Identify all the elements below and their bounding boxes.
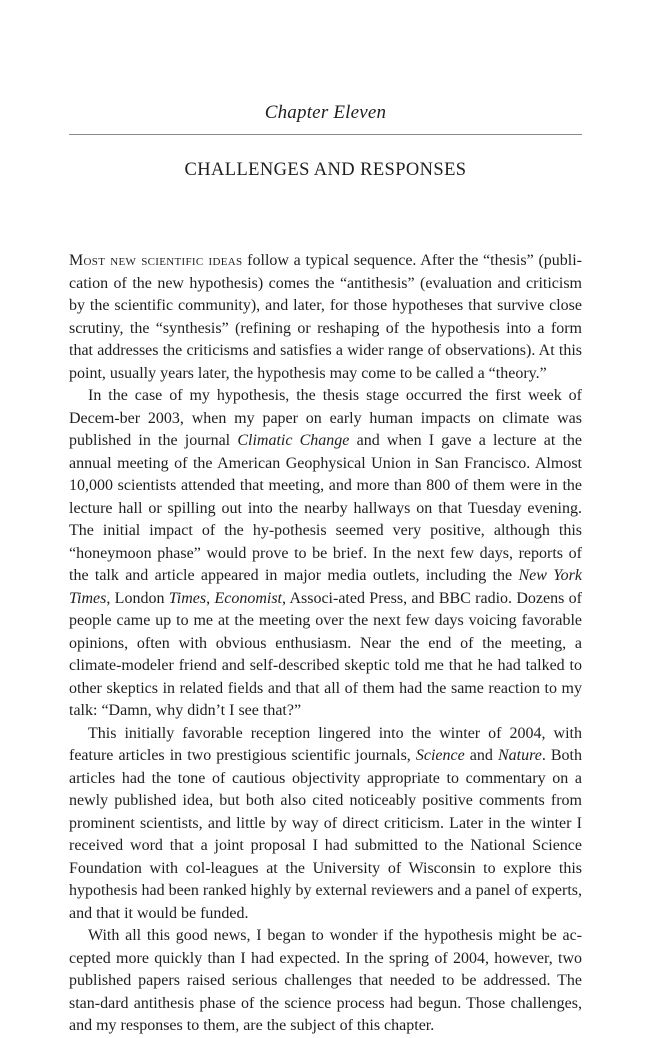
media-title-economist: Economist [214, 589, 282, 607]
paragraph-1-segment-1: Most new scientific ideas [69, 252, 243, 269]
paragraph-2-segment-7: , [206, 589, 215, 607]
paragraph-2-segment-3: and when I gave a lecture at the annual meeting of the American Geophysical Union in San Francisco. Almost 10,000 scientists attended that meeting, and more than 800 of them were in the lecture hall or spilling out into the nearby hallways on that Tuesday evening. The initial impact of the hy-pothesis seemed very positive, although this “honeymoon phase” would prove to be brief. In the next few days, reports of the talk and article appeared in major media outlets, including the [69, 432, 583, 584]
paragraph-4 [69, 925, 582, 1038]
paragraph-2 [69, 385, 582, 723]
chapter-label: Chapter Eleven [264, 102, 387, 123]
paragraph-2-segment-5: , London [106, 589, 169, 607]
paragraph-3-segment-5: . Both articles had the tone of cautious objectivity appropriate to commentary on a newly published idea, but both also cited noticeably positive comments from prominent scientists, and little by way of direct criticism. Later in the winter I received word that a joint proposal I had submitted to the National Science Foundation with col-leagues at the University of Wisconsin to explore this hypothesis had been ranked highly by external reviewers and a panel of experts, and that it would be funded. [69, 747, 583, 922]
chapter-body [69, 250, 582, 1038]
journal-title-science: Science [415, 747, 465, 764]
journal-title-climatic-change: Climatic Change [237, 432, 350, 449]
media-title-new-york-times: New York Times [69, 567, 582, 607]
chapter-rule [69, 134, 582, 135]
paragraph-2-segment-9: , Associ-ated Press, and BBC radio. Dozens of people came up to me at the meeting over the next few days voicing favorable opinions, often with obvious enthusiasm. Near the end of the meeting, a climate-modeler friend and self-described skeptic told me that he had talked to other skeptics in related fields and that all of them had the same reaction to my talk: “Damn, why didn’t I see that?” [69, 589, 583, 719]
paragraph-3-segment-3: and [464, 747, 498, 764]
paragraph-3 [69, 723, 582, 926]
paragraph-4-segment-1: With all this good news, I began to wonder if the hypothesis might be ac-cepted more quickly than I had expected. In the spring of 2004, however, two published papers raised serious challenges that needed to be addressed. The stan-dard antithesis phase of the science process had begun. Those challenges, and my responses to them, are the subject of this chapter. [69, 927, 582, 1034]
paragraph-2-segment-1: In the case of my hypothesis, the thesis stage occurred the first week of Decem-ber 2003, when my paper on early human impacts on climate was published in the journal [69, 387, 582, 449]
paragraph-1 [69, 250, 582, 385]
journal-title-nature: Nature [497, 747, 542, 764]
paragraph-3-segment-1: This initially favorable reception lingered into the winter of 2004, with feature articles in two prestigious scientific journals, [69, 724, 582, 764]
chapter-title: CHALLENGES AND RESPONSES [184, 160, 467, 180]
paragraph-1-segment-2: follow a typical sequence. After the “thesis” (publi-cation of the new hypothesis) comes the “antithesis” (evaluation and criticism by the scientific community), and later, for those hypotheses that survive close scrutiny, the “synthesis” (refining or reshaping of the hypothesis into a form that addresses the criticisms and satisfies a wider range of observations). At this point, usually years later, the hypothesis may come to be called a “theory.” [69, 252, 582, 382]
media-title-times: Times [168, 589, 207, 607]
